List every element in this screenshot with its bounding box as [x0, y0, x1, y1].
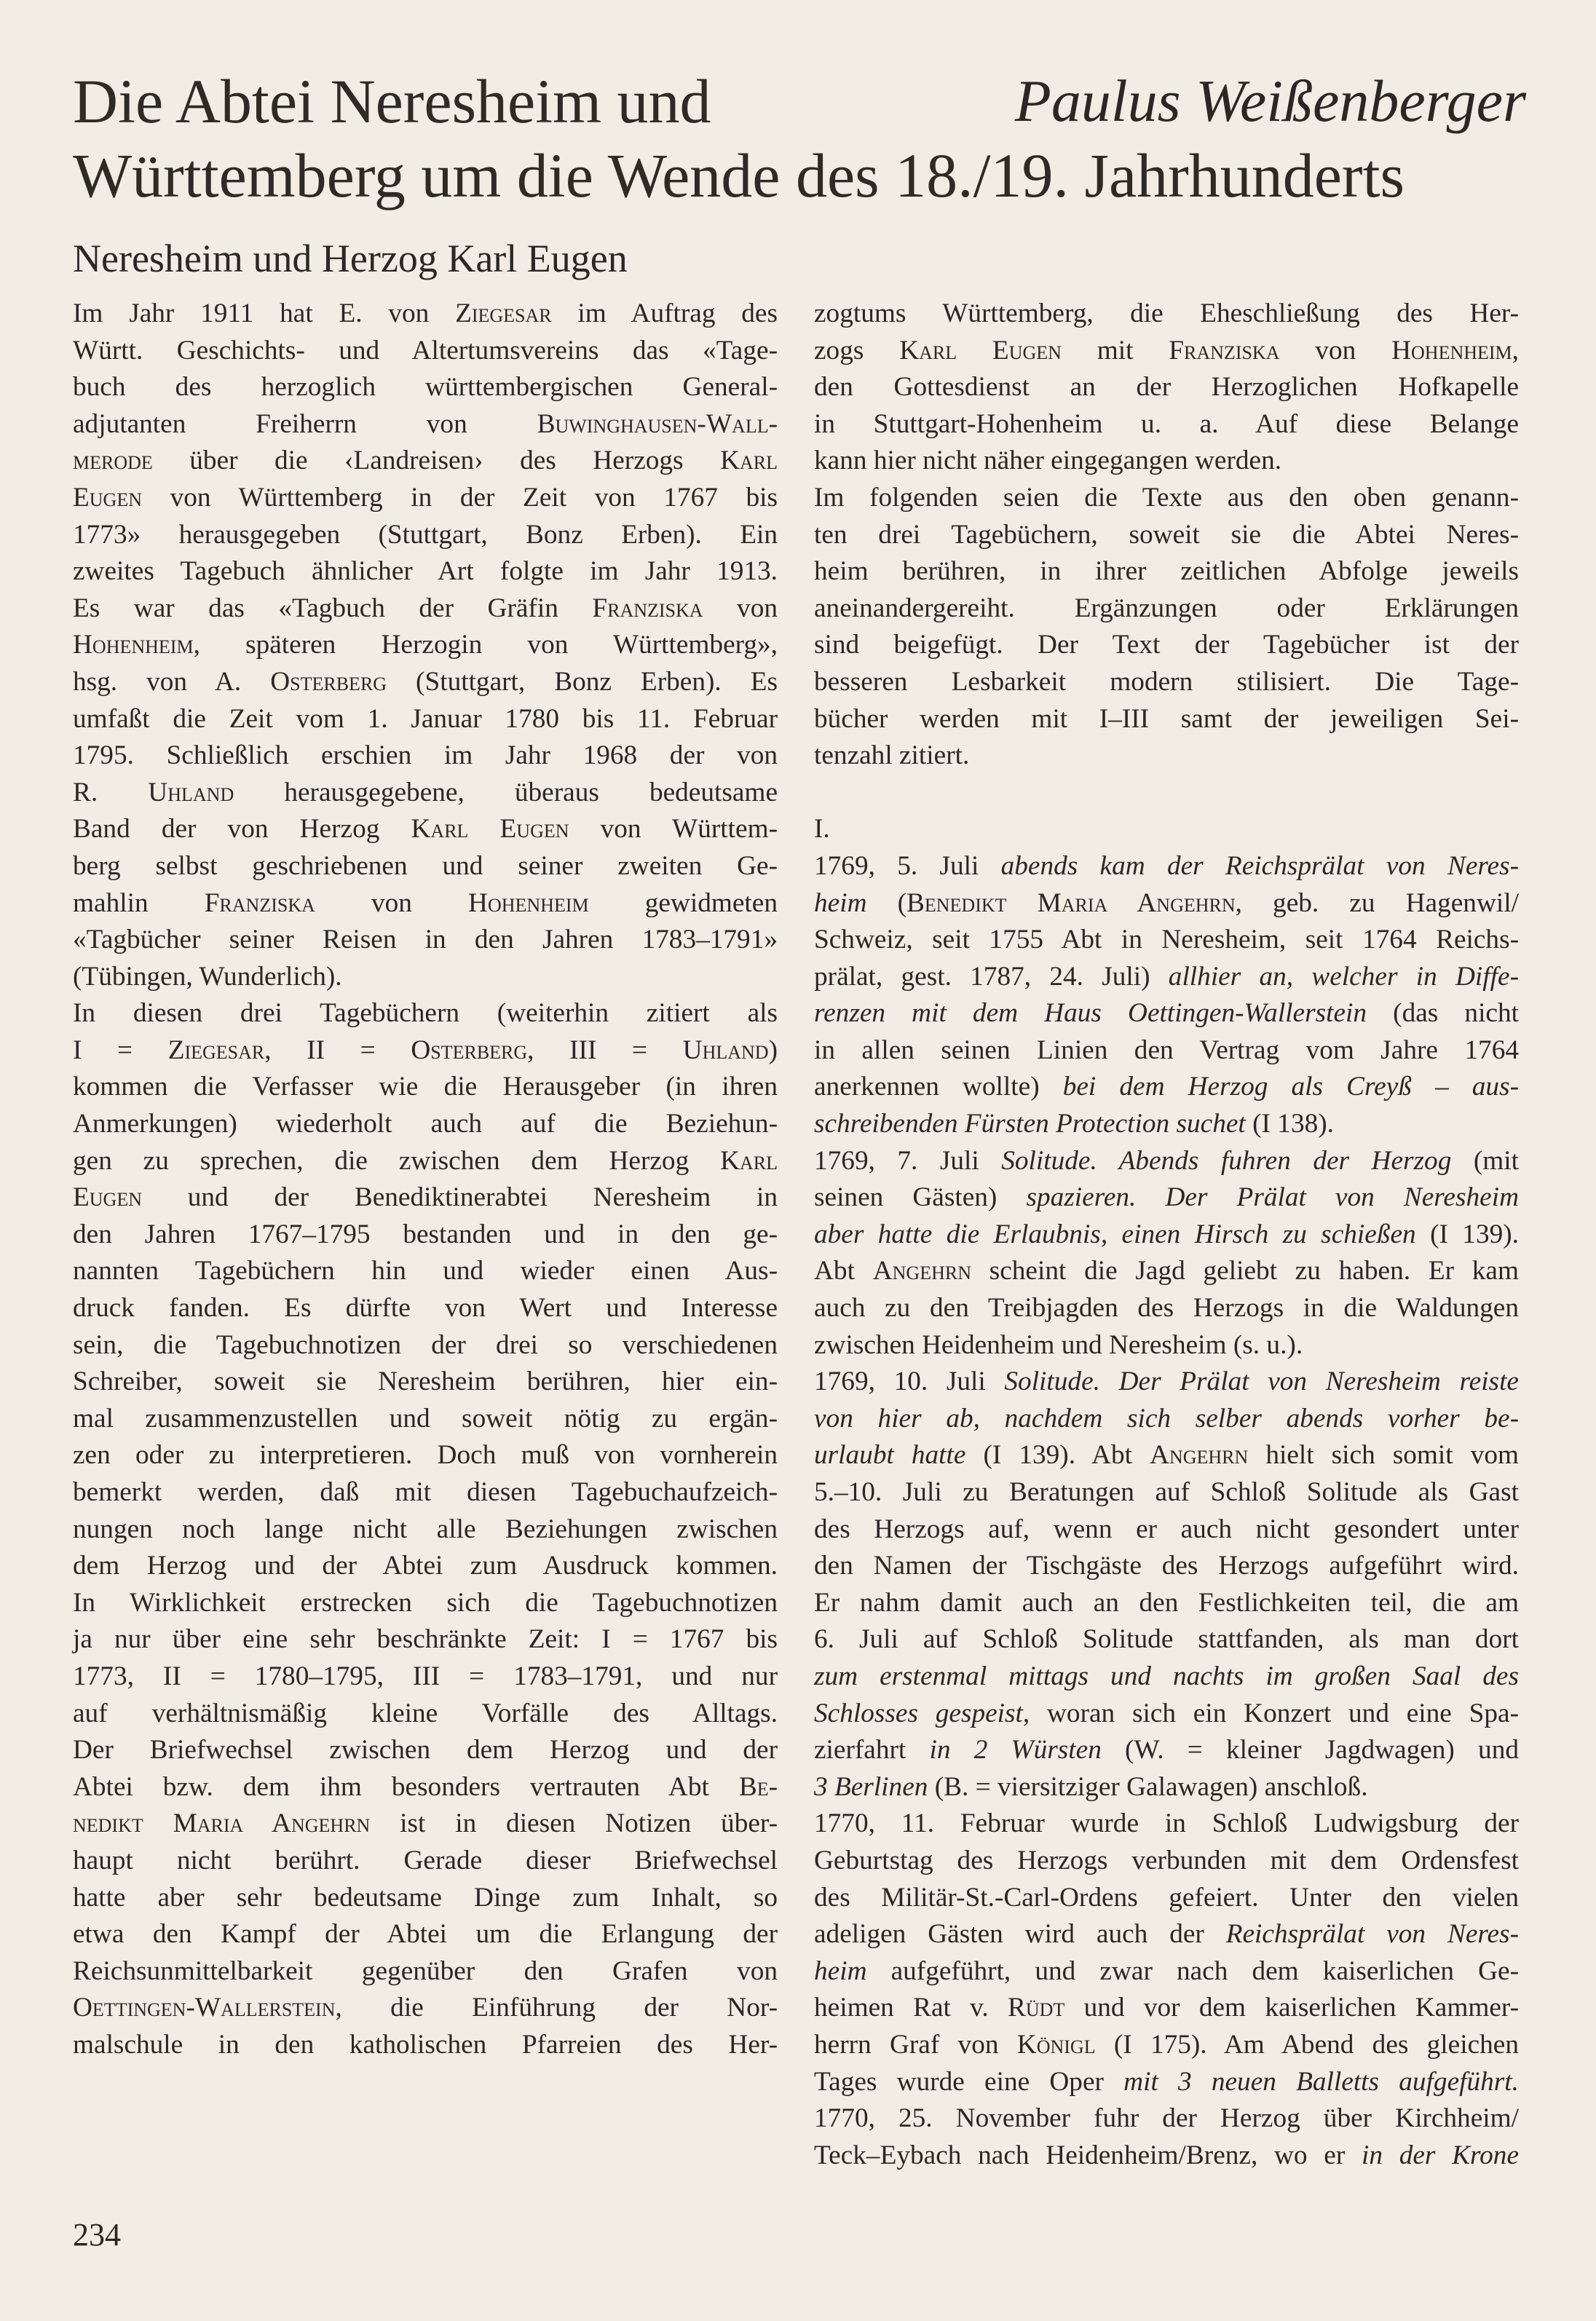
text-run: , späteren Herzogin von Württemberg», [193, 630, 778, 660]
text-run: anerkennen wollte) [814, 1072, 1063, 1102]
text-line [73, 333, 778, 370]
small-caps-name: Hohenheim [1391, 335, 1512, 365]
text-run: ten drei Tagebüchern, soweit sie die Abtei Neres- [814, 519, 1519, 550]
left-column [73, 296, 778, 2064]
text-run: besseren Lesbarkeit modern stilisiert. Die Tage- [814, 666, 1519, 697]
text-line [814, 1953, 1519, 1990]
text-run: 1773, II = 1780–1795, III = 1783–1791, und nur [73, 1661, 778, 1691]
text-run: Im folgenden seien die Texte aus den oben genann- [814, 482, 1519, 513]
text-line [814, 2138, 1519, 2175]
small-caps-name: Uhland [148, 777, 234, 807]
text-run: und der Benediktinerabtei Neresheim in [142, 1182, 778, 1213]
text-run: in allen seinen Linien den Vertrag vom Jahre 1764 [814, 1035, 1519, 1065]
text-run: von [1279, 335, 1392, 365]
text-run: seinen Gästen) [814, 1182, 1027, 1213]
author-name: Paulus Weißenberger [1014, 68, 1526, 134]
text-run: ( [866, 887, 907, 918]
text-run: Tages wurde eine Oper [814, 2066, 1124, 2097]
small-caps-name: Hohenheim [73, 630, 194, 660]
text-line [814, 1585, 1519, 1622]
text-line [814, 1621, 1519, 1658]
text-run: hielt sich somit vom [1248, 1440, 1519, 1471]
text-run: etwa den Kampf der Abtei um die Erlangung der [73, 1919, 778, 1950]
text-run: I = [73, 1035, 168, 1065]
text-line [814, 664, 1519, 701]
text-line [73, 1217, 778, 1254]
text-run: in Stuttgart-Hohenheim u. a. Auf diese Belange [814, 408, 1519, 439]
text-line [814, 1032, 1519, 1069]
small-caps-name: Be- [738, 1771, 778, 1802]
text-run: In diesen drei Tagebüchern (weiterhin zitiert als [73, 998, 778, 1029]
text-line [73, 1953, 778, 1990]
text-run: (I 175). Am Abend des gleichen [1095, 2029, 1519, 2060]
italic-quote: Solitude. Abends fuhren der Herzog [1001, 1145, 1452, 1176]
text-run: Es war das «Tagbuch der Gräfin [73, 593, 593, 623]
text-line [814, 811, 1519, 848]
text-line [814, 1253, 1519, 1290]
text-line [73, 1253, 778, 1290]
text-run: hatte aber sehr bedeutsame Dinge zum Inhalt, so [73, 1882, 778, 1913]
text-line [814, 1474, 1519, 1511]
text-run: mahlin [73, 887, 205, 918]
small-caps-name: Rüdt [1008, 1993, 1065, 2023]
text-run: und vor dem kaiserlichen Kammer- [1064, 1993, 1519, 2023]
text-line [73, 1143, 778, 1180]
text-line [73, 701, 778, 738]
text-run: mit [1061, 335, 1169, 365]
small-caps-name: Buwinghausen-Wall- [537, 408, 778, 439]
text-line [814, 1696, 1519, 1733]
italic-quote: schreibenden Fürsten Protection suchet [814, 1109, 1246, 1139]
right-column [814, 296, 1519, 2174]
text-run: nungen noch lange nicht alle Beziehungen zwischen [73, 1514, 778, 1544]
text-run: über die ‹Landreisen› des Herzogs [152, 446, 721, 476]
text-line [814, 1217, 1519, 1254]
text-run: 1769, 5. Juli [814, 850, 1001, 881]
text-line [73, 738, 778, 775]
small-caps-name: Franziska [1169, 335, 1280, 365]
text-line [73, 1364, 778, 1401]
italic-quote: zum erstenmal mittags und nachts im großen Saal des [814, 1661, 1519, 1691]
text-line [73, 775, 778, 812]
text-run: (das nicht [1367, 998, 1519, 1029]
text-run: aufgeführt, und zwar nach dem kaiserlichen Ge- [866, 1956, 1519, 1986]
text-run: 1770, 11. Februar wurde in Schloß Ludwigsburg der [814, 1808, 1519, 1839]
text-line [814, 333, 1519, 370]
text-run: hsg. von A. [73, 666, 271, 697]
text-run: herausgegebene, überaus bedeutsame [234, 777, 778, 807]
italic-quote: abends kam der Reichsprälat von Neres- [1000, 850, 1519, 881]
text-line [814, 1069, 1519, 1106]
italic-quote: renzen mit dem Haus Oettingen-Wallerstein [814, 998, 1367, 1029]
italic-quote: aber hatte die Erlaubnis, einen Hirsch zu schießen [814, 1219, 1416, 1249]
italic-quote: allhier an, welcher in Diffe- [1168, 961, 1519, 992]
text-line [814, 1990, 1519, 2027]
text-run: Band der von Herzog [73, 814, 411, 845]
text-line [814, 1548, 1519, 1585]
text-line [73, 1032, 778, 1069]
text-line [814, 995, 1519, 1032]
italic-quote: urlaubt hatte [814, 1440, 966, 1471]
italic-quote: von hier ab, nachdem sich selber abends vorher be- [814, 1403, 1519, 1434]
text-line [73, 1696, 778, 1733]
text-run: , [1512, 335, 1519, 365]
text-line [73, 480, 778, 517]
text-line [73, 664, 778, 701]
text-line [73, 1437, 778, 1474]
text-run: herrn Graf von [814, 2029, 1017, 2060]
text-run: aneinandergereiht. Ergänzungen oder Erklärungen [814, 593, 1519, 623]
text-run: prälat, gest. 1787, 24. Juli) [814, 961, 1169, 992]
text-line [814, 1437, 1519, 1474]
text-run: (I 139). Abt [965, 1440, 1150, 1471]
text-line [814, 885, 1519, 922]
text-run: Anmerkungen) wiederholt auch auf die Beziehun- [73, 1109, 778, 1139]
small-caps-name: Angehrn [872, 1256, 971, 1286]
small-caps-name: Ziegesar [455, 298, 552, 328]
text-run: (mit [1451, 1145, 1519, 1176]
text-run: nannten Tagebüchern hin und wieder einen Aus- [73, 1256, 778, 1286]
text-line [814, 1401, 1519, 1438]
page-number: 234 [73, 2217, 121, 2253]
italic-quote: in der Krone [1361, 2140, 1519, 2170]
text-line [814, 296, 1519, 333]
small-caps-name: Ziegesar [167, 1035, 265, 1065]
text-run: zogs [814, 335, 900, 365]
text-line [814, 2027, 1519, 2064]
text-line [73, 1990, 778, 2027]
text-run: Schreiber, soweit sie Neresheim berühren, hier ein- [73, 1367, 778, 1397]
text-line [73, 1069, 778, 1106]
small-caps-name: Karl Eugen [899, 335, 1062, 365]
text-line [814, 701, 1519, 738]
text-run: , die Einführung der Nor- [335, 1993, 778, 2023]
text-run: R. [73, 777, 149, 807]
text-run: gen zu sprechen, die zwischen dem Herzog [73, 1145, 721, 1176]
text-line [73, 811, 778, 848]
text-line [73, 959, 778, 996]
text-run: Reichsunmittelbarkeit gegenüber den Grafen von [73, 1956, 778, 1986]
text-line [814, 2064, 1519, 2101]
small-caps-name: Oettingen-Wallerstein [73, 1993, 336, 2023]
text-run: des Herzogs auf, wenn er auch nicht gesondert unter [814, 1514, 1519, 1544]
text-run: sind beigefügt. Der Text der Tagebücher ist der [814, 630, 1519, 660]
text-run: , II = [264, 1035, 411, 1065]
text-run: kann hier nicht näher eingegangen werden. [814, 446, 1282, 476]
text-run: , geb. zu Hagenwil/ [1235, 887, 1519, 918]
text-run: Er nahm damit auch an den Festlichkeiten teil, die am [814, 1587, 1519, 1618]
section-heading: Neresheim und Herzog Karl Eugen [73, 237, 628, 280]
small-caps-name: nedikt Maria Angehrn [73, 1808, 371, 1839]
text-line [814, 1806, 1519, 1843]
text-run: druck fanden. Es dürfte von Wert und Interesse [73, 1293, 778, 1324]
text-run: im Auftrag des [551, 298, 778, 328]
text-run: auf verhältnismäßig kleine Vorfälle des Alltags. [73, 1698, 778, 1728]
italic-quote: Reichsprälat von Neres- [1225, 1919, 1519, 1950]
text-run: den Jahren 1767–1795 bestanden und in den ge- [73, 1219, 778, 1249]
text-line [73, 553, 778, 590]
text-line [73, 1290, 778, 1327]
text-run: , woran sich ein Konzert und eine Spa- [1022, 1698, 1519, 1728]
text-line [73, 1179, 778, 1217]
text-run: kommen die Verfasser wie die Herausgeber (in ihren [73, 1072, 778, 1102]
text-run: Württ. Geschichts- und Altertumsvereins das «Tage- [73, 335, 778, 365]
italic-quote: Schlosses gespeist [814, 1698, 1023, 1728]
text-line [814, 1143, 1519, 1180]
text-line [73, 2027, 778, 2064]
text-line [814, 369, 1519, 406]
text-line [814, 1327, 1519, 1364]
text-run: (W. = kleiner Jagdwagen) und [1101, 1735, 1519, 1766]
text-line [73, 1843, 778, 1880]
text-line [73, 1916, 778, 1953]
small-caps-name: Osterberg [270, 666, 387, 697]
article-title [73, 64, 1526, 213]
text-run: Teck–Eybach nach Heidenheim/Brenz, wo er [814, 2140, 1362, 2170]
text-line [73, 922, 778, 959]
text-run: (Tübingen, Wunderlich). [73, 961, 342, 992]
text-run: des Militär-St.-Carl-Ordens gefeiert. Unter den vielen [814, 1882, 1519, 1913]
text-line [814, 627, 1519, 664]
text-line [814, 1880, 1519, 1917]
text-run: heimen Rat v. [814, 1993, 1008, 2023]
text-line [73, 1769, 778, 1806]
text-run: 1795. Schließlich erschien im Jahr 1968 der von [73, 740, 778, 771]
small-caps-name: Benedikt Maria Angehrn [906, 887, 1236, 918]
text-run: Schweiz, seit 1755 Abt in Neresheim, seit 1764 Reichs- [814, 925, 1519, 955]
text-run: bücher werden mit I–III samt der jeweiligen Sei- [814, 703, 1519, 734]
text-run: auch zu den Treibjagden des Herzogs in die Waldungen [814, 1293, 1519, 1324]
text-run: dem Herzog und der Abtei zum Ausdruck kommen. [73, 1551, 778, 1581]
text-line [814, 959, 1519, 996]
text-run: tenzahl zitiert. [814, 740, 970, 771]
text-line [73, 296, 778, 333]
small-caps-name: Eugen [73, 1182, 142, 1213]
text-run: 1769, 10. Juli [814, 1367, 1005, 1397]
title-line-1: Die Abtei Neresheim und [73, 66, 711, 136]
text-line [814, 1916, 1519, 1953]
small-caps-name: Karl [720, 1145, 778, 1176]
small-caps-name: Hohenheim [468, 887, 589, 918]
text-run: sein, die Tagebuchnotizen der drei so verschiedenen [73, 1329, 778, 1360]
text-line [814, 443, 1519, 480]
text-line [73, 517, 778, 554]
small-caps-name: Karl Eugen [411, 814, 569, 845]
text-line [73, 1732, 778, 1769]
text-run: I. [814, 814, 830, 845]
text-line [73, 848, 778, 885]
text-line [814, 1106, 1519, 1143]
text-line [814, 1769, 1519, 1806]
title-line-2: Württemberg um die Wende des 18./19. Jahrhunderts [73, 141, 1405, 210]
text-run: zierfahrt [814, 1735, 930, 1766]
text-line [73, 1880, 778, 1917]
text-line [73, 1548, 778, 1585]
text-line [814, 922, 1519, 959]
italic-quote: in 2 Würsten [929, 1735, 1102, 1766]
small-caps-name: Osterberg [411, 1035, 528, 1065]
text-run: von [703, 593, 778, 623]
text-run: zogtums Württemberg, die Eheschließung des Her- [814, 298, 1519, 328]
text-line [73, 1806, 778, 1843]
italic-quote: spazieren. Der Prälat von Neresheim [1026, 1182, 1520, 1213]
text-run: 1769, 7. Juli [814, 1145, 1002, 1176]
text-run: heim berühren, in ihrer zeitlichen Abfolge jeweils [814, 556, 1519, 587]
text-run: In Wirklichkeit erstrecken sich die Tagebuchnotizen [73, 1587, 778, 1618]
text-run: berg selbst geschriebenen und seiner zweiten Ge- [73, 850, 778, 881]
text-line [73, 885, 778, 922]
text-line [814, 1511, 1519, 1549]
text-line [814, 1732, 1519, 1769]
text-run: zen oder zu interpretieren. Doch muß von vornherein [73, 1440, 778, 1471]
text-line [814, 1658, 1519, 1696]
text-line [814, 517, 1519, 554]
text-line [814, 2100, 1519, 2138]
text-line [73, 443, 778, 480]
text-run: den Namen der Tischgäste des Herzogs aufgeführt wird. [814, 1551, 1519, 1581]
text-run: ja nur über eine sehr beschränkte Zeit: I = 1767 bis [73, 1624, 778, 1655]
text-line [814, 553, 1519, 590]
text-run: malschule in den katholischen Pfarreien des Her- [73, 2029, 778, 2060]
text-run: umfaßt die Zeit vom 1. Januar 1780 bis 11. Februar [73, 703, 778, 734]
small-caps-name: Franziska [592, 593, 703, 623]
text-run: von [315, 887, 469, 918]
text-run: adeligen Gästen wird auch der [814, 1919, 1226, 1950]
text-line [73, 406, 778, 443]
italic-quote: heim [814, 1956, 867, 1986]
text-line [73, 1585, 778, 1622]
small-caps-name: Königl [1016, 2029, 1096, 2060]
text-run: scheint die Jagd geliebt zu haben. Er kam [971, 1256, 1519, 1286]
text-run: (I 138). [1245, 1109, 1334, 1139]
text-line [814, 1179, 1519, 1217]
text-line [814, 848, 1519, 885]
text-run: 6. Juli auf Schloß Solitude stattfanden, als man dort [814, 1624, 1519, 1655]
text-run: haupt nicht berührt. Gerade dieser Briefwechsel [73, 1845, 778, 1875]
text-run: zwischen Heidenheim und Neresheim (s. u.). [814, 1329, 1303, 1360]
small-caps-name: Uhland [682, 1035, 769, 1065]
text-line [814, 775, 1519, 812]
small-caps-name: Franziska [204, 887, 315, 918]
text-line [73, 1621, 778, 1658]
text-run: buch des herzoglich württembergischen General- [73, 372, 778, 403]
text-run: den Gottesdienst an der Herzoglichen Hofkapelle [814, 372, 1519, 403]
text-line [73, 1327, 778, 1364]
small-caps-name: merode [73, 446, 153, 476]
italic-quote: Solitude. Der Prälat von Neresheim reiste [1004, 1367, 1519, 1397]
text-line [73, 1658, 778, 1696]
text-run: zweites Tagebuch ähnlicher Art folgte im Jahr 1913. [73, 556, 778, 587]
text-line [814, 590, 1519, 628]
text-run: Im Jahr 1911 hat E. von [73, 298, 456, 328]
text-run: (Stuttgart, Bonz Erben). Es [387, 666, 778, 697]
text-line [73, 1511, 778, 1549]
text-line [814, 1364, 1519, 1401]
small-caps-name: Angehrn [1150, 1440, 1249, 1471]
text-run: gewidmeten [588, 887, 778, 918]
text-run: von Württemberg in der Zeit von 1767 bis [142, 482, 778, 513]
text-run: 1770, 25. November fuhr der Herzog über Kirchheim/ [814, 2103, 1519, 2134]
text-run: Der Briefwechsel zwischen dem Herzog und der [73, 1735, 778, 1766]
italic-quote: heim [814, 887, 867, 918]
text-run: adjutanten Freiherrn von [73, 408, 537, 439]
text-line [73, 369, 778, 406]
text-line [73, 627, 778, 664]
text-run: (B. = viersitziger Galawagen) anschloß. [928, 1771, 1368, 1802]
small-caps-name: Eugen [73, 482, 142, 513]
text-run: ) [768, 1035, 778, 1065]
text-run: von Württem- [569, 814, 778, 845]
text-line [814, 480, 1519, 517]
text-run: (I 139). [1415, 1219, 1519, 1249]
text-line [814, 738, 1519, 775]
italic-quote: 3 Berlinen [814, 1771, 928, 1802]
small-caps-name: Karl [720, 446, 778, 476]
text-line [73, 1474, 778, 1511]
text-run: bemerkt werden, daß mit diesen Tagebuchaufzeich- [73, 1477, 778, 1507]
text-line [814, 1290, 1519, 1327]
text-run: Abtei bzw. dem ihm besonders vertrauten Abt [73, 1771, 739, 1802]
text-line [73, 1401, 778, 1438]
text-run: Abt [814, 1256, 873, 1286]
text-run: Geburtstag des Herzogs verbunden mit dem Ordensfest [814, 1845, 1519, 1875]
text-run: mal zusammenzustellen und soweit nötig zu ergän- [73, 1403, 778, 1434]
text-run: 5.–10. Juli zu Beratungen auf Schloß Solitude als Gast [814, 1477, 1519, 1507]
text-run: «Tagbücher seiner Reisen in den Jahren 1783–1791» [73, 925, 778, 955]
text-line [73, 1106, 778, 1143]
italic-quote: mit 3 neuen Balletts aufgeführt. [1123, 2066, 1519, 2097]
text-run: ist in diesen Notizen über- [370, 1808, 778, 1839]
text-line [73, 995, 778, 1032]
italic-quote: bei dem Herzog als Creyß – aus- [1062, 1072, 1519, 1102]
text-line [814, 406, 1519, 443]
text-run: 1773» herausgegeben (Stuttgart, Bonz Erben). Ein [73, 519, 778, 550]
text-run: , III = [527, 1035, 683, 1065]
text-line [814, 1843, 1519, 1880]
text-line [73, 590, 778, 628]
